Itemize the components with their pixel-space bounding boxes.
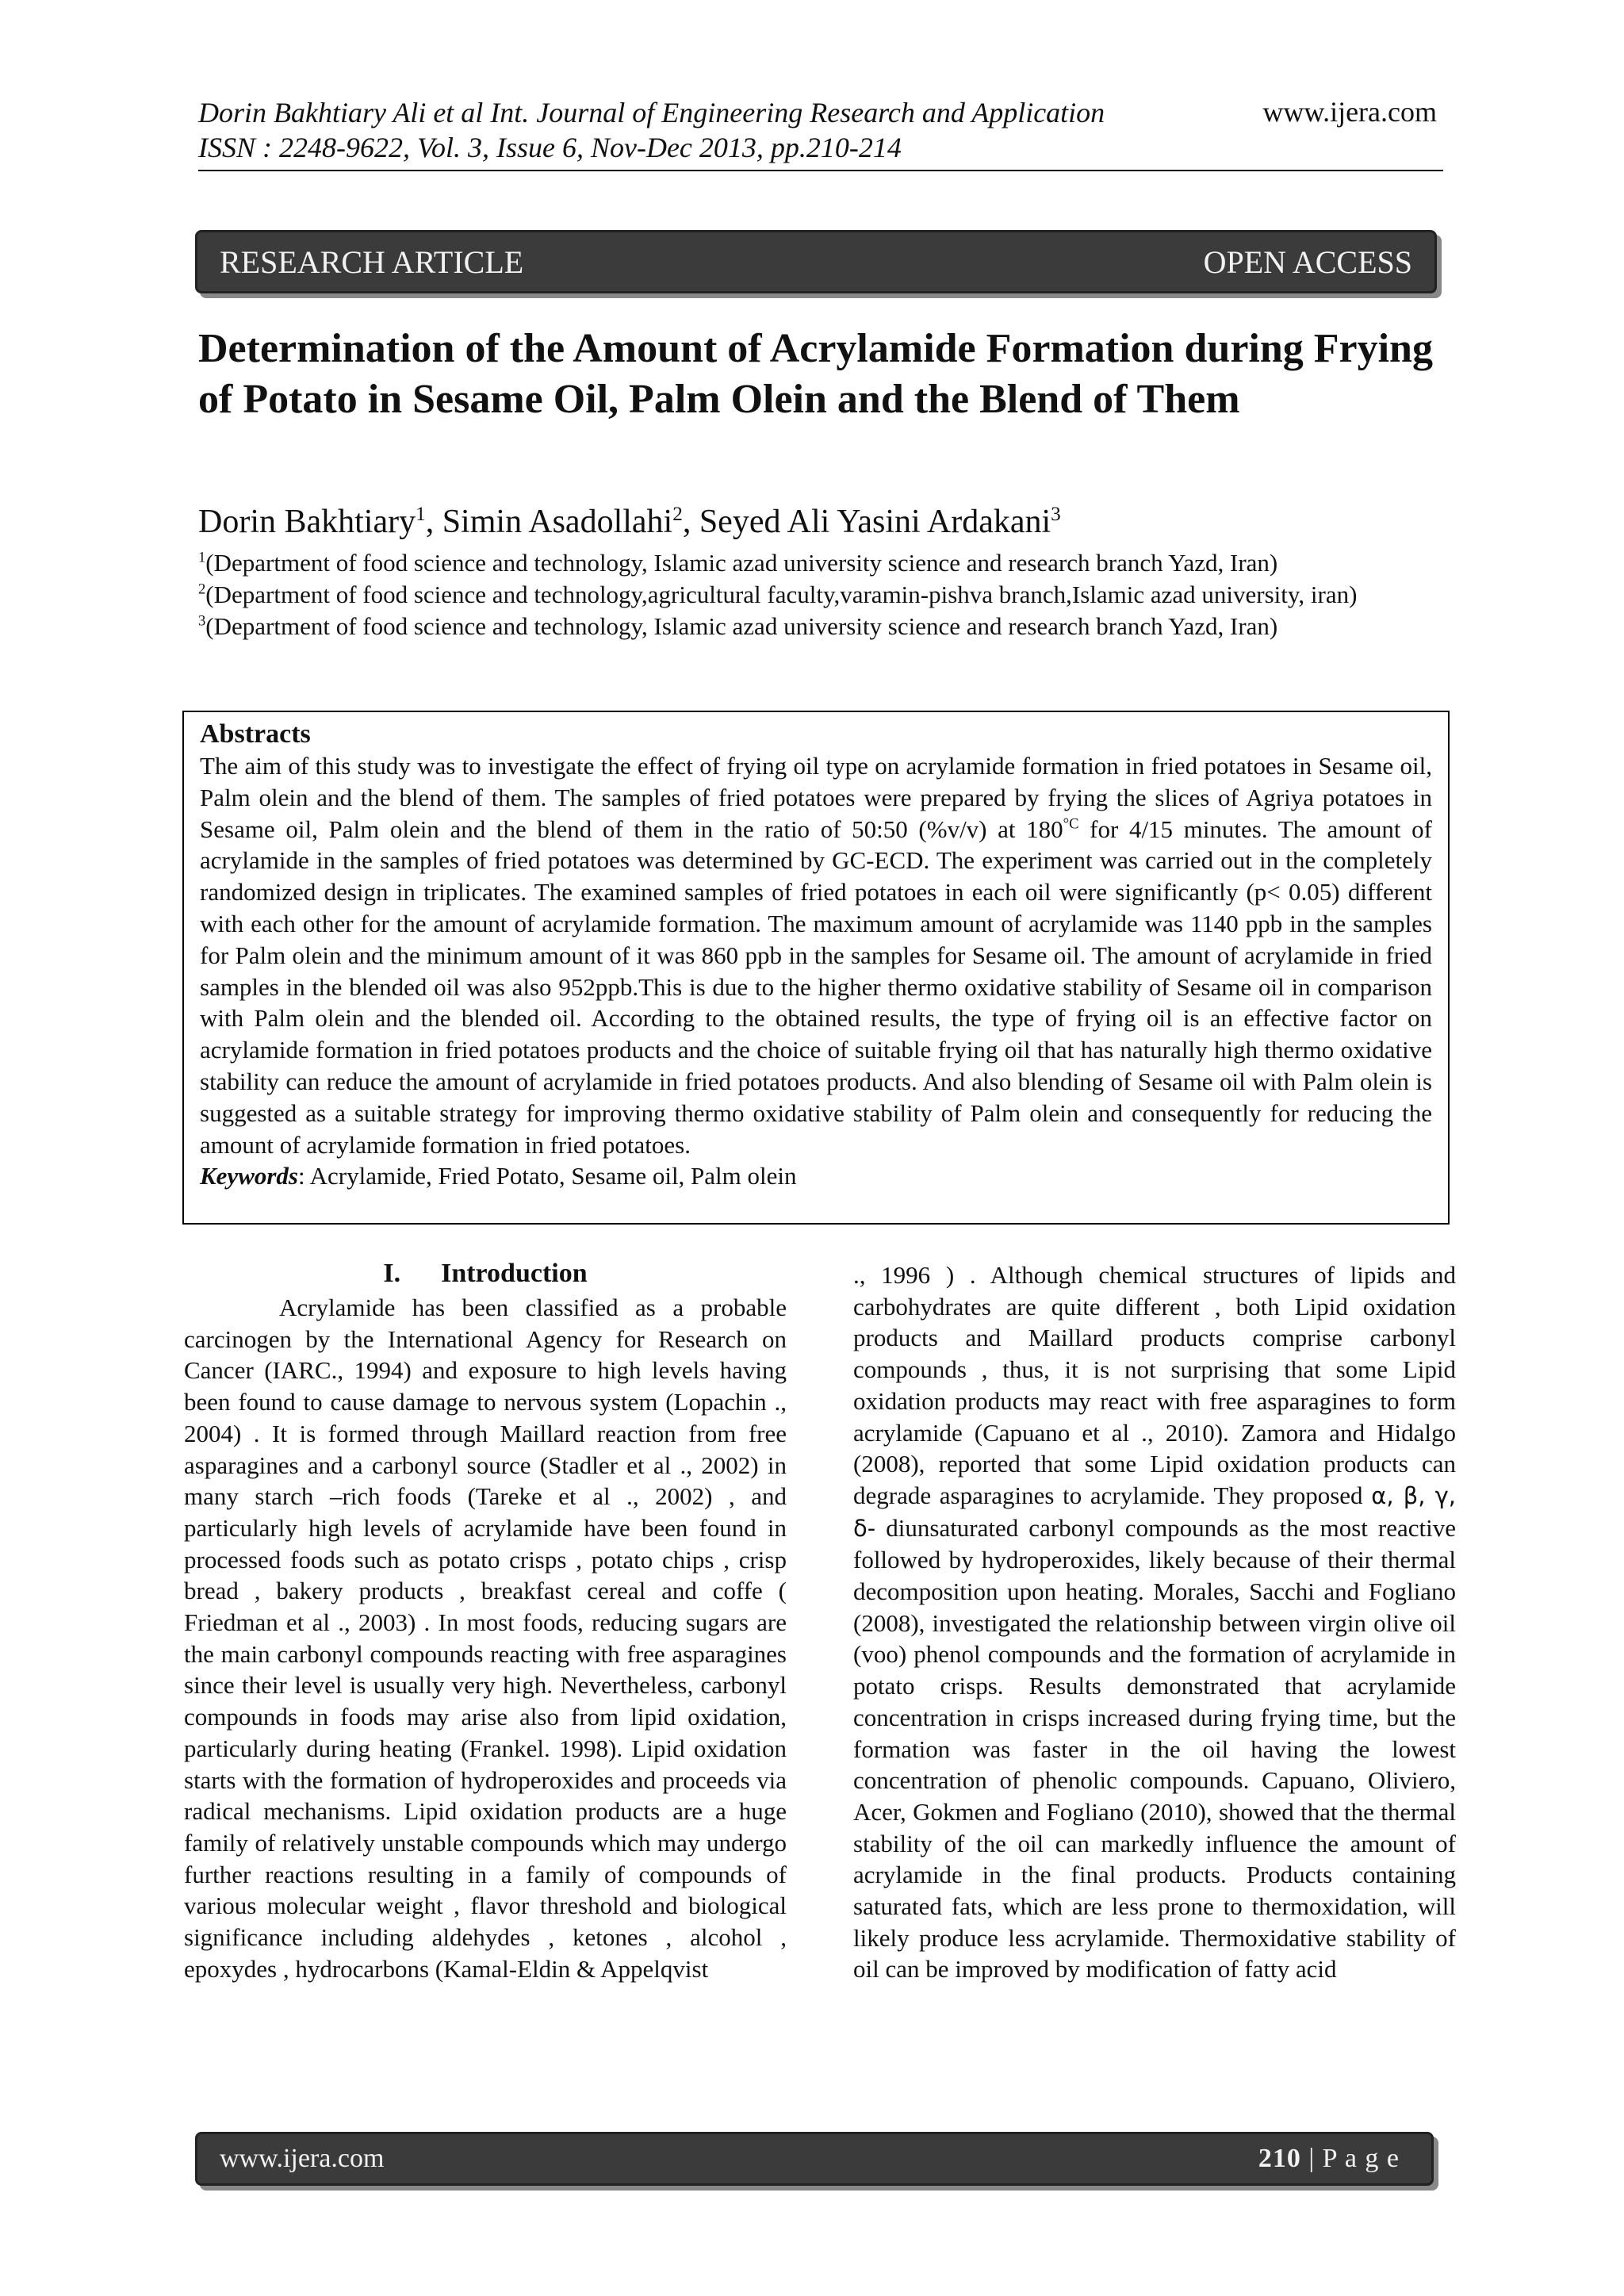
intro-paragraph: Acrylamide has been classified as a probable carcinogen by the International Agency for Research on Cancer (IARC., 1994) and exposure to high levels having been found to cause damage to nervous system (Lopachin ., 2004) . It is formed through Maillard reaction from free asparagines and a carbonyl source (Stadler et al ., 2002) in many starch –rich foods (Tareke et al ., 2002) , and particularly high levels of acrylamide have been found in processed foods such as potato crisps , potato chips , crisp bread , bakery products , breakfast cereal and coffe ( Friedman et al ., 2003) . In most foods, reducing sugars are the main carbonyl compounds reacting with free asparagines since their level is usually very high. Nevertheless, carbonyl compounds in foods may arise also from lipid oxidation, particularly during heating (Frankel. 1998). Lipid oxidation starts with the formation of hydroperoxides and proceeds via radical mechanisms. Lipid oxidation products are a huge family of relatively unstable compounds which may undergo further reactions resulting in a family of compounds of various molecular weight , flavor threshold and biological significance including aldehydes , ketones , alcohol , epoxydes , hydrocarbons (Kamal-Eldin & Appelqvist bbox=[184, 1294, 787, 1983]
page-footer bbox=[195, 2132, 1434, 2186]
journal-citation: Dorin Bakhtiary Ali et al Int. Journal of Engineering Research and Application bbox=[198, 97, 1105, 128]
keywords-label: Keywords bbox=[200, 1162, 298, 1190]
open-access-label: OPEN ACCESS bbox=[1203, 244, 1412, 280]
author-name: Seyed Ali Yasini Ardakani bbox=[699, 504, 1051, 540]
author-affiliation-marker: 2 bbox=[672, 504, 683, 525]
footer-website-link[interactable]: www.ijera.com bbox=[220, 2144, 385, 2173]
article-type-banner bbox=[195, 230, 1437, 293]
abstract-heading: Abstracts bbox=[200, 719, 311, 749]
temperature-unit: °C bbox=[1063, 815, 1079, 833]
running-header bbox=[198, 95, 1443, 171]
author-name: Simin Asadollahi bbox=[442, 504, 673, 540]
author-affiliation-marker: 1 bbox=[416, 504, 426, 525]
author-list: Dorin Bakhtiary$^1$, Simin Asadollahi$^2$, Seyed Ali Yasini Ardakani$^3$ bbox=[198, 504, 1061, 540]
affiliation-list bbox=[198, 547, 1435, 642]
affiliation-item: $^2$(Department of food science and technology,agricultural faculty,varamin-pishva branch,Islamic azad university, iran) bbox=[198, 581, 1358, 608]
abstract-box bbox=[182, 711, 1450, 1225]
section-heading-introduction: I. Introduction bbox=[383, 1259, 588, 1288]
page-label: | P a g e bbox=[1300, 2144, 1400, 2173]
right-column bbox=[853, 1259, 1456, 1985]
author-affiliation-marker: 3 bbox=[1051, 504, 1061, 525]
keywords-list: : Acrylamide, Fried Potato, Sesame oil, Palm olein bbox=[298, 1162, 797, 1190]
intro-paragraph-continued: ., 1996 ) . Although chemical structures of lipids and carbohydrates are quite different , both Lipid oxidation products and Maillard products comprise carbonyl compounds , thus, it is not surprising that some Lipid oxidation products may react with free asparagines to form acrylamide (Capuano et al ., 2010). Zamora and Hidalgo (2008), reported that some Lipid oxidation products can degrade asparagines to acrylamide. They proposed α, β, γ, δ- diunsaturated carbonyl compounds as the most reactive followed by hydroperoxides, likely because of their thermal decomposition upon heating. Morales, Sacchi and Fogliano (2008), investigated the relationship between virgin olive oil (voo) phenol compounds and the formation of acrylamide in potato crisps. Results demonstrated that acrylamide concentration in crisps increased during frying time, but the formation was faster in the oil having the lowest concentration of phenolic compounds. Capuano, Oliviero, Acer, Gokmen and Fogliano (2010), showed that the thermal stability of the oil can markedly influence the amount of acrylamide in the final products. Products containing saturated fats, which are less prone to thermoxidation, will likely produce less acrylamide. Thermoxidative stability of oil can be improved by modification of fatty acid bbox=[853, 1261, 1456, 1984]
affiliation-item: $^1$(Department of food science and technology, Islamic azad university science and research branch Yazd, Iran) bbox=[198, 549, 1278, 577]
left-column bbox=[184, 1257, 787, 1984]
page-indicator bbox=[1258, 2144, 1400, 2174]
page-number: 210 bbox=[1258, 2144, 1301, 2173]
abstract-body: The aim of this study was to investigate the effect of frying oil type on acrylamide formation in fried potatoes in Sesame oil, Palm olein and the blend of them. The samples of fried potatoes were prepared by frying the slices of Agriya potatoes in Sesame oil, Palm olein and the blend of them in the ratio of 50:50 (%v/v) at $180^{^\circ C}$ for 4/15 minutes. The amount of acrylamide in the samples of fried potatoes was determined by GC-ECD. The experiment was carried out in the completely randomized design in triplicates. The examined samples of fried potatoes in each oil were significantly (p< 0.05) different with each other for the amount of acrylamide formation. The maximum amount of acrylamide was 1140 ppb in the samples for Palm olein and the minimum amount of it was 860 ppb in the samples for Sesame oil. The amount of acrylamide in fried samples in the blended oil was also 952ppb.This is due to the higher thermo oxidative stability of Sesame oil in comparison with Palm olein and the blended oil. According to the obtained results, the type of frying oil is an effective factor on acrylamide formation in fried potatoes products and the choice of suitable frying oil that has naturally high thermo oxidative stability can reduce the amount of acrylamide in fried potatoes products. And also blending of Sesame oil with Palm olein is suggested as a suitable strategy for improving thermo oxidative stability of Palm olein and consequently for reducing the amount of acrylamide formation in fried potatoes. bbox=[200, 752, 1432, 1159]
keywords-line bbox=[200, 1160, 1432, 1192]
greek-letters: α, β, γ, δ- bbox=[853, 1481, 1456, 1542]
affiliation-item: $^3$(Department of food science and technology, Islamic azad university science and research branch Yazd, Iran) bbox=[198, 612, 1278, 640]
research-article-label: RESEARCH ARTICLE bbox=[220, 244, 524, 280]
issn-line: ISSN : 2248-9622, Vol. 3, Issue 6, Nov-Dec 2013, pp.210-214 bbox=[198, 132, 902, 163]
author-name: Dorin Bakhtiary bbox=[198, 504, 416, 540]
header-website-link[interactable]: www.ijera.com bbox=[1262, 96, 1437, 128]
paper-title: Determination of the Amount of Acrylamide Formation during Frying of Potato in Sesame Oil, Palm Olein and the Blend of Them bbox=[198, 326, 1433, 422]
